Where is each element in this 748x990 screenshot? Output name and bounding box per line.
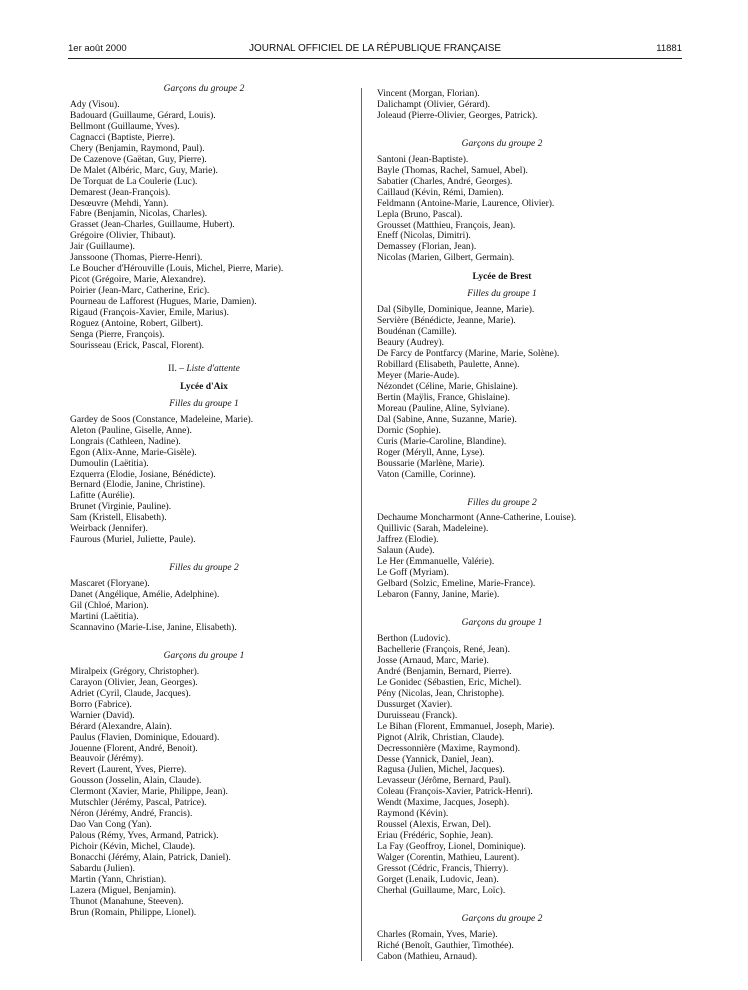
- name-list: [70, 579, 338, 634]
- list-item: Carayon (Olivier, Jean, Georges).: [70, 677, 198, 688]
- section-title: Garçons du groupe 2: [461, 913, 543, 924]
- header-rule: [68, 58, 682, 59]
- list-item: Demarest (Jean-François).: [70, 187, 171, 198]
- list-item: Roussel (Alexis, Erwan, Del).: [377, 820, 491, 831]
- section-title: Garçons du groupe 2: [461, 138, 543, 149]
- lycee-heading: Lycée d'Aix: [180, 381, 228, 392]
- list-item: Thunot (Manahune, Steeven).: [70, 896, 184, 907]
- list-item: Chery (Benjamin, Raymond, Paul).: [70, 143, 205, 154]
- list-item: Cagnacci (Baptiste, Pierre).: [70, 132, 175, 143]
- list-item: Sam (Kristell, Elisabeth).: [70, 513, 167, 524]
- list-item: Revert (Laurent, Yves, Pierre).: [70, 765, 187, 776]
- header-title: JOURNAL OFFICIEL DE LA RÉPUBLIQUE FRANÇAISE: [248, 43, 502, 54]
- section-title: Filles du groupe 1: [169, 398, 239, 409]
- list-item: Boudénan (Camille).: [377, 327, 457, 338]
- list-item: Nézondet (Céline, Marie, Ghislaine).: [377, 381, 518, 392]
- list-item: Josse (Arnaud, Marc, Marie).: [377, 655, 489, 666]
- part-number: II. –: [168, 363, 187, 374]
- list-item: Janssoone (Thomas, Pierre-Henri).: [70, 253, 203, 264]
- list-item: La Fay (Geoffroy, Lionel, Dominique).: [377, 842, 526, 853]
- list-item: Grousset (Matthieu, François, Jean).: [377, 220, 516, 231]
- list-item: Sabardu (Julien).: [70, 864, 135, 874]
- list-item: André (Benjamin, Bernard, Pierre).: [377, 666, 512, 677]
- list-item: Fabre (Benjamin, Nicolas, Charles).: [70, 209, 208, 220]
- list-item: Le Goff (Myriam).: [377, 568, 449, 579]
- list-item: Rigaud (François-Xavier, Emile, Marius).: [70, 308, 229, 319]
- list-item: Servière (Bénédicte, Jeanne, Marie).: [377, 316, 516, 327]
- right-column: [377, 89, 627, 963]
- header-date: 1er août 2000: [68, 43, 127, 54]
- section-title: Filles du groupe 1: [467, 289, 537, 300]
- list-item: De Farcy de Pontfarcy (Marine, Marie, Solène).: [377, 349, 560, 360]
- list-item: Martini (Laëtitia).: [70, 611, 139, 622]
- list-item: Gorget (Lenaik, Ludovic, Jean).: [377, 875, 499, 885]
- list-item: Picot (Grégoire, Marie, Alexandre).: [70, 275, 206, 286]
- list-item: Robillard (Elisabeth, Paulette, Anne).: [377, 360, 520, 371]
- list-item: Walger (Corentin, Mathieu, Laurent).: [377, 853, 520, 864]
- list-item: Lafitte (Aurélie).: [70, 491, 135, 502]
- list-item: Brunet (Virginie, Pauline).: [70, 502, 172, 513]
- list-item: De Cazenove (Gaëtan, Guy, Pierre).: [70, 154, 207, 165]
- section-title: Garçons du groupe 1: [461, 618, 543, 629]
- list-item: Wendt (Maxime, Jacques, Joseph).: [377, 798, 510, 809]
- list-item: Bayle (Thomas, Rachel, Samuel, Abel).: [377, 165, 528, 176]
- list-item: Ady (Visou).: [70, 99, 120, 110]
- list-item: Le Her (Emmanuelle, Valérie).: [377, 557, 495, 568]
- list-item: Faurous (Muriel, Juliette, Paule).: [70, 535, 196, 546]
- list-item: Sourisseau (Erick, Pascal, Florent).: [70, 340, 205, 351]
- part-heading: [70, 364, 338, 375]
- list-item: Decressonnière (Maxime, Raymond).: [377, 743, 520, 754]
- list-item: Mutschler (Jérémy, Pascal, Patrice).: [70, 798, 207, 809]
- list-item: Mascaret (Floryane).: [70, 579, 150, 590]
- list-item: Cherhal (Guillaume, Marc, Loïc).: [377, 885, 506, 896]
- list-item: Bertin (Maÿlis, France, Ghislaine).: [377, 392, 510, 403]
- list-item: Duruisseau (Franck).: [377, 710, 458, 721]
- list-item: Grégoire (Olivier, Thibaut).: [70, 231, 176, 242]
- list-item: Boussarie (Marlène, Marie).: [377, 458, 485, 469]
- list-item: Lepla (Bruno, Pascal).: [377, 209, 463, 220]
- list-item: Gressot (Cédric, Francis, Thierry).: [377, 864, 509, 875]
- list-item: Gardey de Soos (Constance, Madeleine, Marie).: [70, 414, 254, 425]
- list-item: Dal (Sabine, Anne, Suzanne, Marie).: [377, 414, 517, 425]
- name-list: [377, 305, 627, 480]
- list-item: Desse (Yannick, Daniel, Jean).: [377, 754, 494, 765]
- list-item: Palous (Rémy, Yves, Armand, Patrick).: [70, 831, 219, 842]
- lycee-heading: Lycée de Brest: [472, 272, 532, 283]
- list-item: Desœuvre (Mehdi, Yann).: [70, 198, 169, 209]
- list-item: Eriau (Frédéric, Sophie, Jean).: [377, 831, 494, 842]
- list-item: De Torquat de La Coulerie (Luc).: [70, 176, 198, 187]
- list-item: Clermont (Xavier, Marie, Philippe, Jean).: [70, 787, 228, 798]
- column-separator: [361, 88, 362, 961]
- list-item: Jair (Guillaume).: [70, 242, 135, 253]
- list-item: Gil (Chloé, Marion).: [70, 601, 149, 612]
- list-item: Bérard (Alexandre, Alain).: [70, 721, 172, 732]
- list-item: Adriet (Cyril, Claude, Jacques).: [70, 688, 191, 699]
- list-item: Bellmont (Guillaume, Yves).: [70, 121, 180, 132]
- list-item: Levasseur (Jérôme, Bernard, Paul).: [377, 776, 512, 787]
- list-item: Le Bihan (Florent, Emmanuel, Joseph, Marie).: [377, 721, 555, 732]
- list-item: Joleaud (Pierre-Olivier, Georges, Patrick).: [377, 110, 538, 121]
- list-item: Dao Van Cong (Yan).: [70, 820, 152, 831]
- name-list: [377, 89, 627, 122]
- list-item: Gelbard (Solzic, Emeline, Marie-France).: [377, 579, 536, 590]
- list-item: Martin (Yann, Christian).: [70, 874, 167, 885]
- list-item: Lazera (Miguel, Benjamin).: [70, 885, 177, 896]
- list-item: Warnier (David).: [70, 710, 135, 721]
- list-item: Grasset (Jean-Charles, Guillaume, Hubert).: [70, 220, 235, 231]
- list-item: Dal (Sibylle, Dominique, Jeanne, Marie).: [377, 305, 535, 316]
- list-item: Miralpeix (Grégory, Christopher).: [70, 666, 200, 677]
- header-page-number: 11881: [656, 43, 682, 54]
- list-item: Demassey (Florian, Jean).: [377, 242, 477, 253]
- list-item: Santoni (Jean-Baptiste).: [377, 154, 469, 165]
- list-item: Riché (Benoît, Gauthier, Timothée).: [377, 940, 514, 951]
- list-item: Dalichampt (Olivier, Gérard).: [377, 99, 491, 110]
- name-list: [377, 930, 627, 963]
- list-item: Eneff (Nicolas, Dimitri).: [377, 231, 471, 242]
- section-title: Filles du groupe 2: [467, 497, 537, 508]
- list-item: De Malet (Albéric, Marc, Guy, Marie).: [70, 165, 218, 176]
- list-item: Bachellerie (François, René, Jean).: [377, 644, 510, 655]
- list-item: Quillivic (Sarah, Madeleine).: [377, 524, 489, 535]
- name-list: [377, 513, 627, 601]
- list-item: Pichoir (Kévin, Michel, Claude).: [70, 842, 196, 853]
- list-item: Badouard (Guillaume, Gérard, Louis).: [70, 110, 216, 121]
- list-item: Sabatier (Charles, André, Georges).: [377, 176, 513, 187]
- list-item: Weirback (Jennifer).: [70, 524, 148, 535]
- list-item: Poirier (Jean-Marc, Catherine, Eric).: [70, 286, 210, 297]
- list-item: Aleton (Pauline, Giselle, Anne).: [70, 425, 192, 436]
- name-list: [70, 100, 338, 352]
- list-item: Caillaud (Kévin, Rémi, Damien).: [377, 187, 504, 198]
- name-list: [70, 667, 338, 919]
- list-item: Bernard (Elodie, Janine, Christine).: [70, 480, 206, 491]
- list-item: Roger (Méryll, Anne, Lyse).: [377, 447, 485, 458]
- list-item: Le Boucher d'Hérouville (Louis, Michel, Pierre, Marie).: [70, 264, 284, 275]
- list-item: Pourneau de Lafforest (Hugues, Marie, Damien).: [70, 297, 257, 308]
- list-item: Nicolas (Marien, Gilbert, Germain).: [377, 253, 515, 264]
- list-item: Senga (Pierre, François).: [70, 329, 165, 340]
- list-item: Vincent (Morgan, Florian).: [377, 89, 480, 99]
- list-item: Meyer (Marie-Aude).: [377, 370, 460, 381]
- list-item: Raymond (Kévin).: [377, 809, 449, 820]
- name-list: [377, 155, 627, 265]
- section-title: Garçons du groupe 2: [163, 84, 245, 94]
- list-item: Pény (Nicolas, Jean, Christophe).: [377, 688, 505, 699]
- list-item: Ragusa (Julien, Michel, Jacques).: [377, 765, 505, 776]
- list-item: Néron (Jérémy, André, Francis).: [70, 809, 193, 820]
- list-item: Salaun (Aude).: [377, 546, 435, 557]
- list-item: Le Gonidec (Sébastien, Eric, Michel).: [377, 677, 522, 688]
- page-header: [68, 43, 682, 57]
- list-item: Brun (Romain, Philippe, Lionel).: [70, 907, 197, 918]
- list-item: Dumoulin (Laëtitia).: [70, 458, 149, 469]
- list-item: Longrais (Cathleen, Nadine).: [70, 436, 181, 447]
- list-item: Jouenne (Florent, André, Benoit).: [70, 743, 198, 754]
- left-column: [70, 84, 338, 919]
- part-label: Liste d'attente: [186, 363, 240, 374]
- list-item: Lebaron (Fanny, Janine, Marie).: [377, 590, 500, 601]
- list-item: Dechaume Moncharmont (Anne-Catherine, Louise).: [377, 513, 577, 524]
- list-item: Moreau (Pauline, Aline, Sylviane).: [377, 403, 510, 414]
- name-list: [70, 415, 338, 546]
- section-title: Filles du groupe 2: [169, 563, 239, 574]
- list-item: Feldmann (Antoine-Marie, Laurence, Olivier).: [377, 198, 555, 209]
- list-item: Roguez (Antoine, Robert, Gilbert).: [70, 319, 203, 330]
- list-item: Charles (Romain, Yves, Marie).: [377, 929, 498, 940]
- list-item: Pignot (Alrik, Christian, Claude).: [377, 732, 505, 743]
- list-item: Scannavino (Marie-Lise, Janine, Elisabeth).: [70, 622, 237, 633]
- list-item: Dussurget (Xavier).: [377, 699, 453, 710]
- name-list: [377, 634, 627, 897]
- list-item: Berthon (Ludovic).: [377, 634, 451, 645]
- list-item: Danet (Angélique, Amélie, Adelphine).: [70, 590, 220, 601]
- list-item: Beaury (Audrey).: [377, 338, 445, 349]
- list-item: Gousson (Josselin, Alain, Claude).: [70, 776, 202, 787]
- list-item: Jaffrez (Elodie).: [377, 535, 439, 546]
- list-item: Paulus (Flavien, Dominique, Edouard).: [70, 732, 220, 743]
- list-item: Dornic (Sophie).: [377, 425, 441, 436]
- list-item: Curis (Marie-Caroline, Blandine).: [377, 436, 507, 447]
- list-item: Vaton (Camille, Corinne).: [377, 469, 476, 480]
- list-item: Coleau (François-Xavier, Patrick-Henri).: [377, 787, 533, 798]
- list-item: Borro (Fabrice).: [70, 699, 132, 710]
- list-item: Beauvoir (Jérémy).: [70, 754, 144, 765]
- list-item: Cabon (Mathieu, Arnaud).: [377, 951, 478, 962]
- list-item: Bonacchi (Jérémy, Alain, Patrick, Daniel).: [70, 853, 231, 864]
- list-item: Ezquerra (Elodie, Josiane, Bénédicte).: [70, 469, 216, 480]
- section-title: Garçons du groupe 1: [163, 650, 245, 661]
- list-item: Egon (Alix-Anne, Marie-Gisèle).: [70, 447, 197, 458]
